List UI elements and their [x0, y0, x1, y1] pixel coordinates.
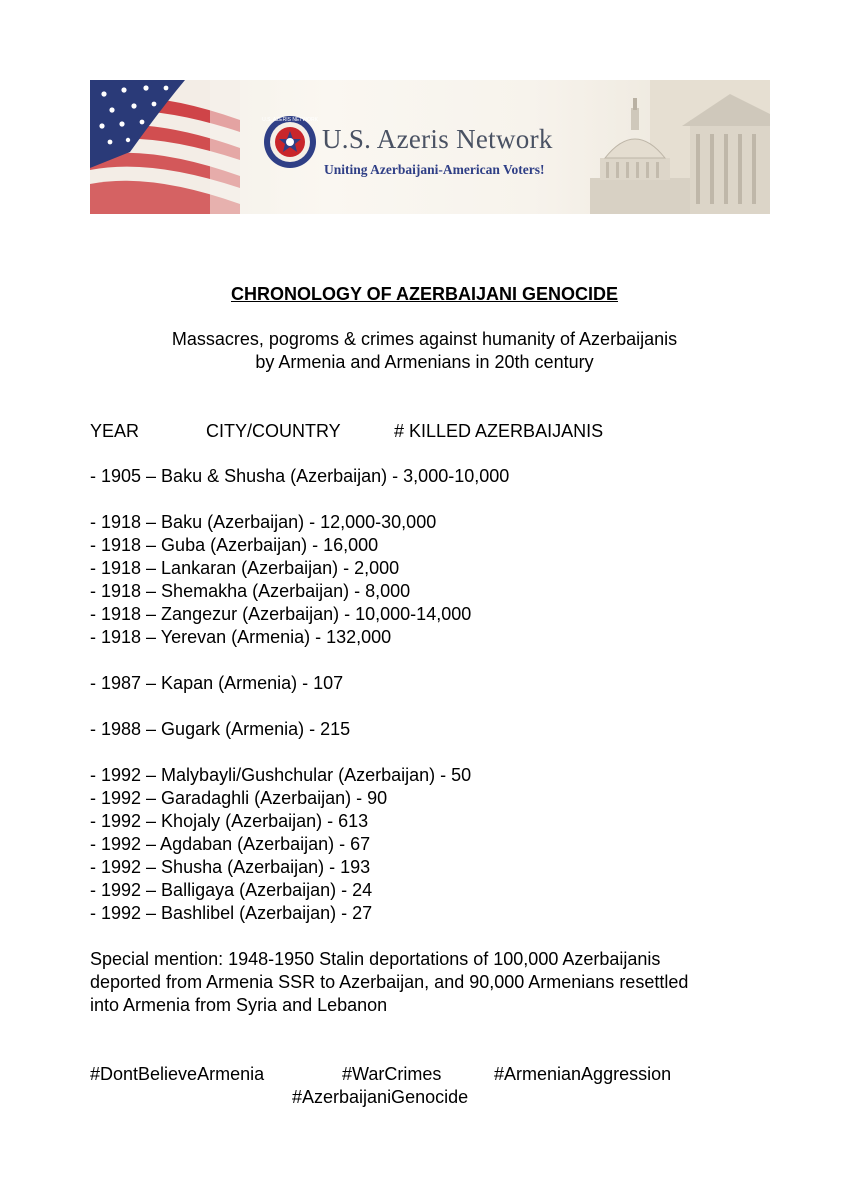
list-item: - 1918 – Zangezur (Azerbaijan) - 10,000-14,000 — [90, 604, 472, 624]
special-mention-line: deported from Armenia SSR to Azerbaijan, and 90,000 Armenians resettled — [90, 972, 689, 992]
hashtag-dont-believe-armenia: #DontBelieveArmenia — [90, 1064, 265, 1084]
header-banner — [90, 80, 770, 214]
column-header-killed: # KILLED AZERBAIJANIS — [394, 421, 604, 441]
special-mention-line: Special mention: 1948-1950 Stalin deportations of 100,000 Azerbaijanis — [90, 949, 661, 969]
us-flag-icon — [90, 80, 270, 214]
list-item: - 1992 – Bashlibel (Azerbaijan) - 27 — [90, 903, 373, 923]
column-header-year: YEAR — [90, 421, 140, 441]
chronology-list — [90, 465, 509, 925]
list-item: - 1987 – Kapan (Armenia) - 107 — [90, 673, 344, 693]
list-item: - 1988 – Gugark (Armenia) - 215 — [90, 719, 351, 739]
org-tagline: Uniting Azerbaijani-American Voters! — [324, 162, 545, 177]
list-item: - 1918 – Baku (Azerbaijan) - 12,000-30,000 — [90, 512, 437, 532]
page-subtitle — [0, 328, 849, 374]
page-title: CHRONOLOGY OF AZERBAIJANI GENOCIDE — [230, 284, 619, 304]
list-item: - 1918 – Yerevan (Armenia) - 132,000 — [90, 627, 392, 647]
hashtag-azerbaijani-genocide: #AzerbaijaniGenocide — [292, 1087, 469, 1107]
list-item: - 1992 – Khojaly (Azerbaijan) - 613 — [90, 811, 369, 831]
hashtag-armenian-aggression: #ArmenianAggression — [494, 1064, 672, 1084]
special-mention-line: into Armenia from Syria and Lebanon — [90, 995, 388, 1015]
subtitle-line: by Armenia and Armenians in 20th century — [255, 352, 594, 372]
list-item: - 1905 – Baku & Shusha (Azerbaijan) - 3,000-10,000 — [90, 466, 510, 486]
list-item: - 1992 – Malybayli/Gushchular (Azerbaijan) - 50 — [90, 765, 472, 785]
special-mention — [90, 948, 770, 1017]
list-item: - 1918 – Shemakha (Azerbaijan) - 8,000 — [90, 581, 411, 601]
list-item: - 1992 – Shusha (Azerbaijan) - 193 — [90, 857, 371, 877]
hashtag-war-crimes: #WarCrimes — [342, 1064, 442, 1084]
column-header-city: CITY/COUNTRY — [206, 421, 341, 441]
capitol-icon — [590, 80, 770, 214]
list-item: - 1992 – Agdaban (Azerbaijan) - 67 — [90, 834, 371, 854]
org-name: U.S. Azeris Network — [322, 124, 553, 154]
subtitle-line: Massacres, pogroms & crimes against humanity of Azerbaijanis — [171, 329, 678, 349]
list-item: - 1918 – Lankaran (Azerbaijan) - 2,000 — [90, 558, 400, 578]
list-item: - 1992 – Balligaya (Azerbaijan) - 24 — [90, 880, 373, 900]
list-item: - 1992 – Garadaghli (Azerbaijan) - 90 — [90, 788, 388, 808]
svg-text:U.S. AZERIS NETWORK: U.S. AZERIS NETWORK — [262, 117, 318, 123]
list-item: - 1918 – Guba (Azerbaijan) - 16,000 — [90, 535, 379, 555]
emblem-icon — [262, 116, 319, 168]
